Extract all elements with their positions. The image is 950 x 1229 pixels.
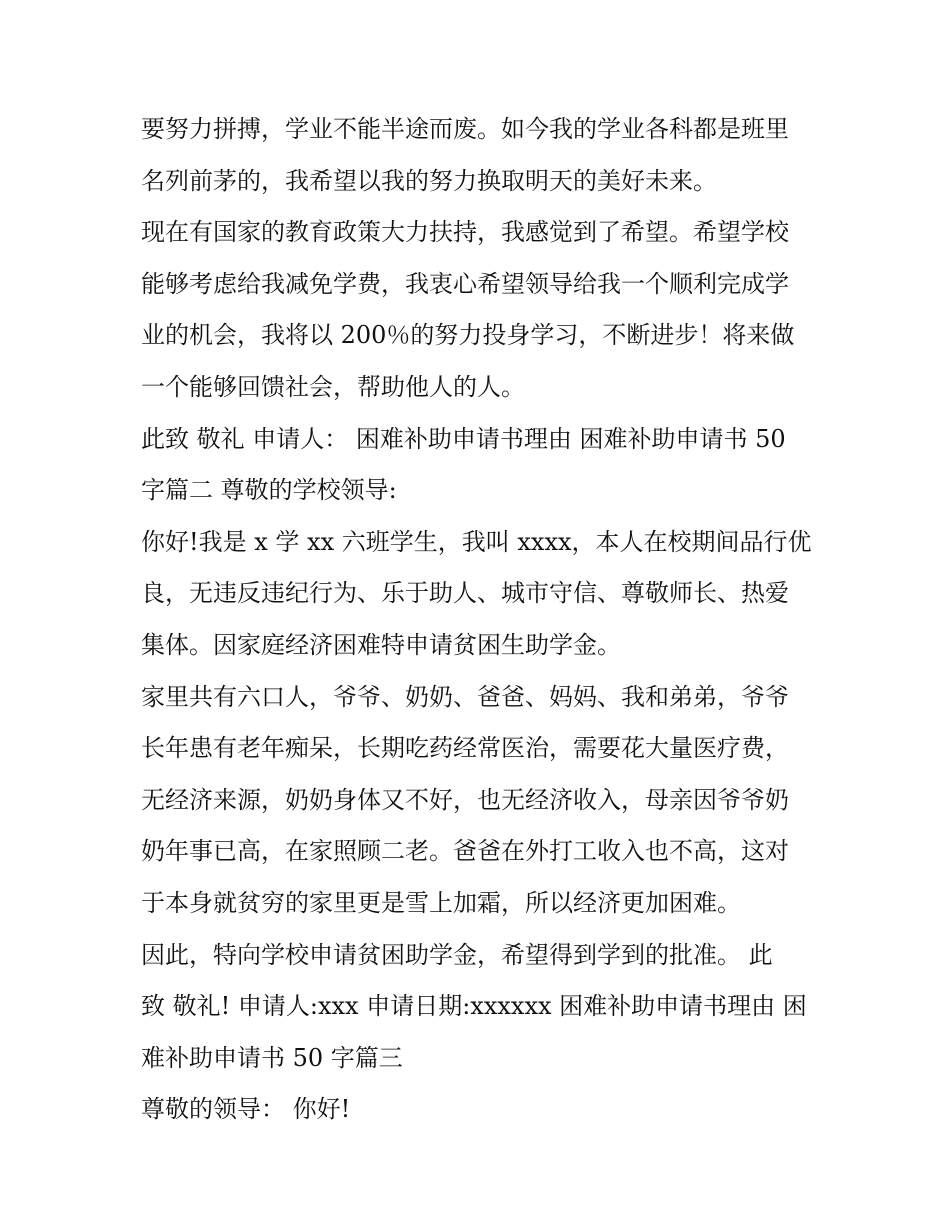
text-line: 你好!我是 x 学 xx 六班学生，我叫 xxxx，本人在校期间品行优	[141, 527, 812, 556]
text-line: 名列前茅的，我希望以我的努力换取明天的美好未来。	[141, 166, 717, 195]
text-line: 业的机会，我将以 200％的努力投身学习，不断进步！将来做	[141, 321, 795, 350]
text-line: 尊敬的领导： 你好!	[141, 1095, 351, 1124]
text-line: 难补助申请书 50 字篇三	[141, 1043, 403, 1072]
text-line: 一个能够回馈社会，帮助他人的人。	[141, 372, 525, 401]
text-line: 要努力拼搏，学业不能半途而废。如今我的学业各科都是班里	[141, 115, 789, 143]
text-line: 现在有国家的教育政策大力扶持，我感觉到了希望。希望学校	[141, 218, 789, 247]
document-body	[141, 104, 821, 1136]
text-line: 家里共有六口人，爷爷、奶奶、爸爸、妈妈、我和弟弟，爷爷	[141, 682, 789, 711]
text-line: 集体。因家庭经济困难特申请贫困生助学金。	[141, 630, 621, 659]
text-line: 奶年事已高，在家照顾二老。爸爸在外打工收入也不高，这对	[141, 837, 789, 866]
text-line: 能够考虑给我减免学费，我衷心希望领导给我一个顺利完成学	[141, 269, 789, 298]
text-line: 于本身就贫穷的家里更是雪上加霜，所以经济更加困难。	[141, 888, 741, 917]
text-line: 致 敬礼! 申请人:xxx 申请日期:xxxxxx 困难补助申请书理由 困	[141, 992, 807, 1021]
text-line: 此致 敬礼 申请人： 困难补助申请书理由 困难补助申请书 50	[141, 424, 786, 453]
text-line: 良，无违反违纪行为、乐于助人、城市守信、尊敬师长、热爱	[141, 579, 789, 608]
text-line: 因此，特向学校申请贫困助学金，希望得到学到的批准。 此	[141, 940, 773, 969]
text-line: 长年患有老年痴呆，长期吃药经常医治，需要花大量医疗费，	[141, 734, 789, 763]
text-line: 字篇二 尊敬的学校领导:	[141, 476, 397, 505]
text-line: 无经济来源，奶奶身体又不好，也无经济收入，母亲因爷爷奶	[141, 785, 789, 814]
